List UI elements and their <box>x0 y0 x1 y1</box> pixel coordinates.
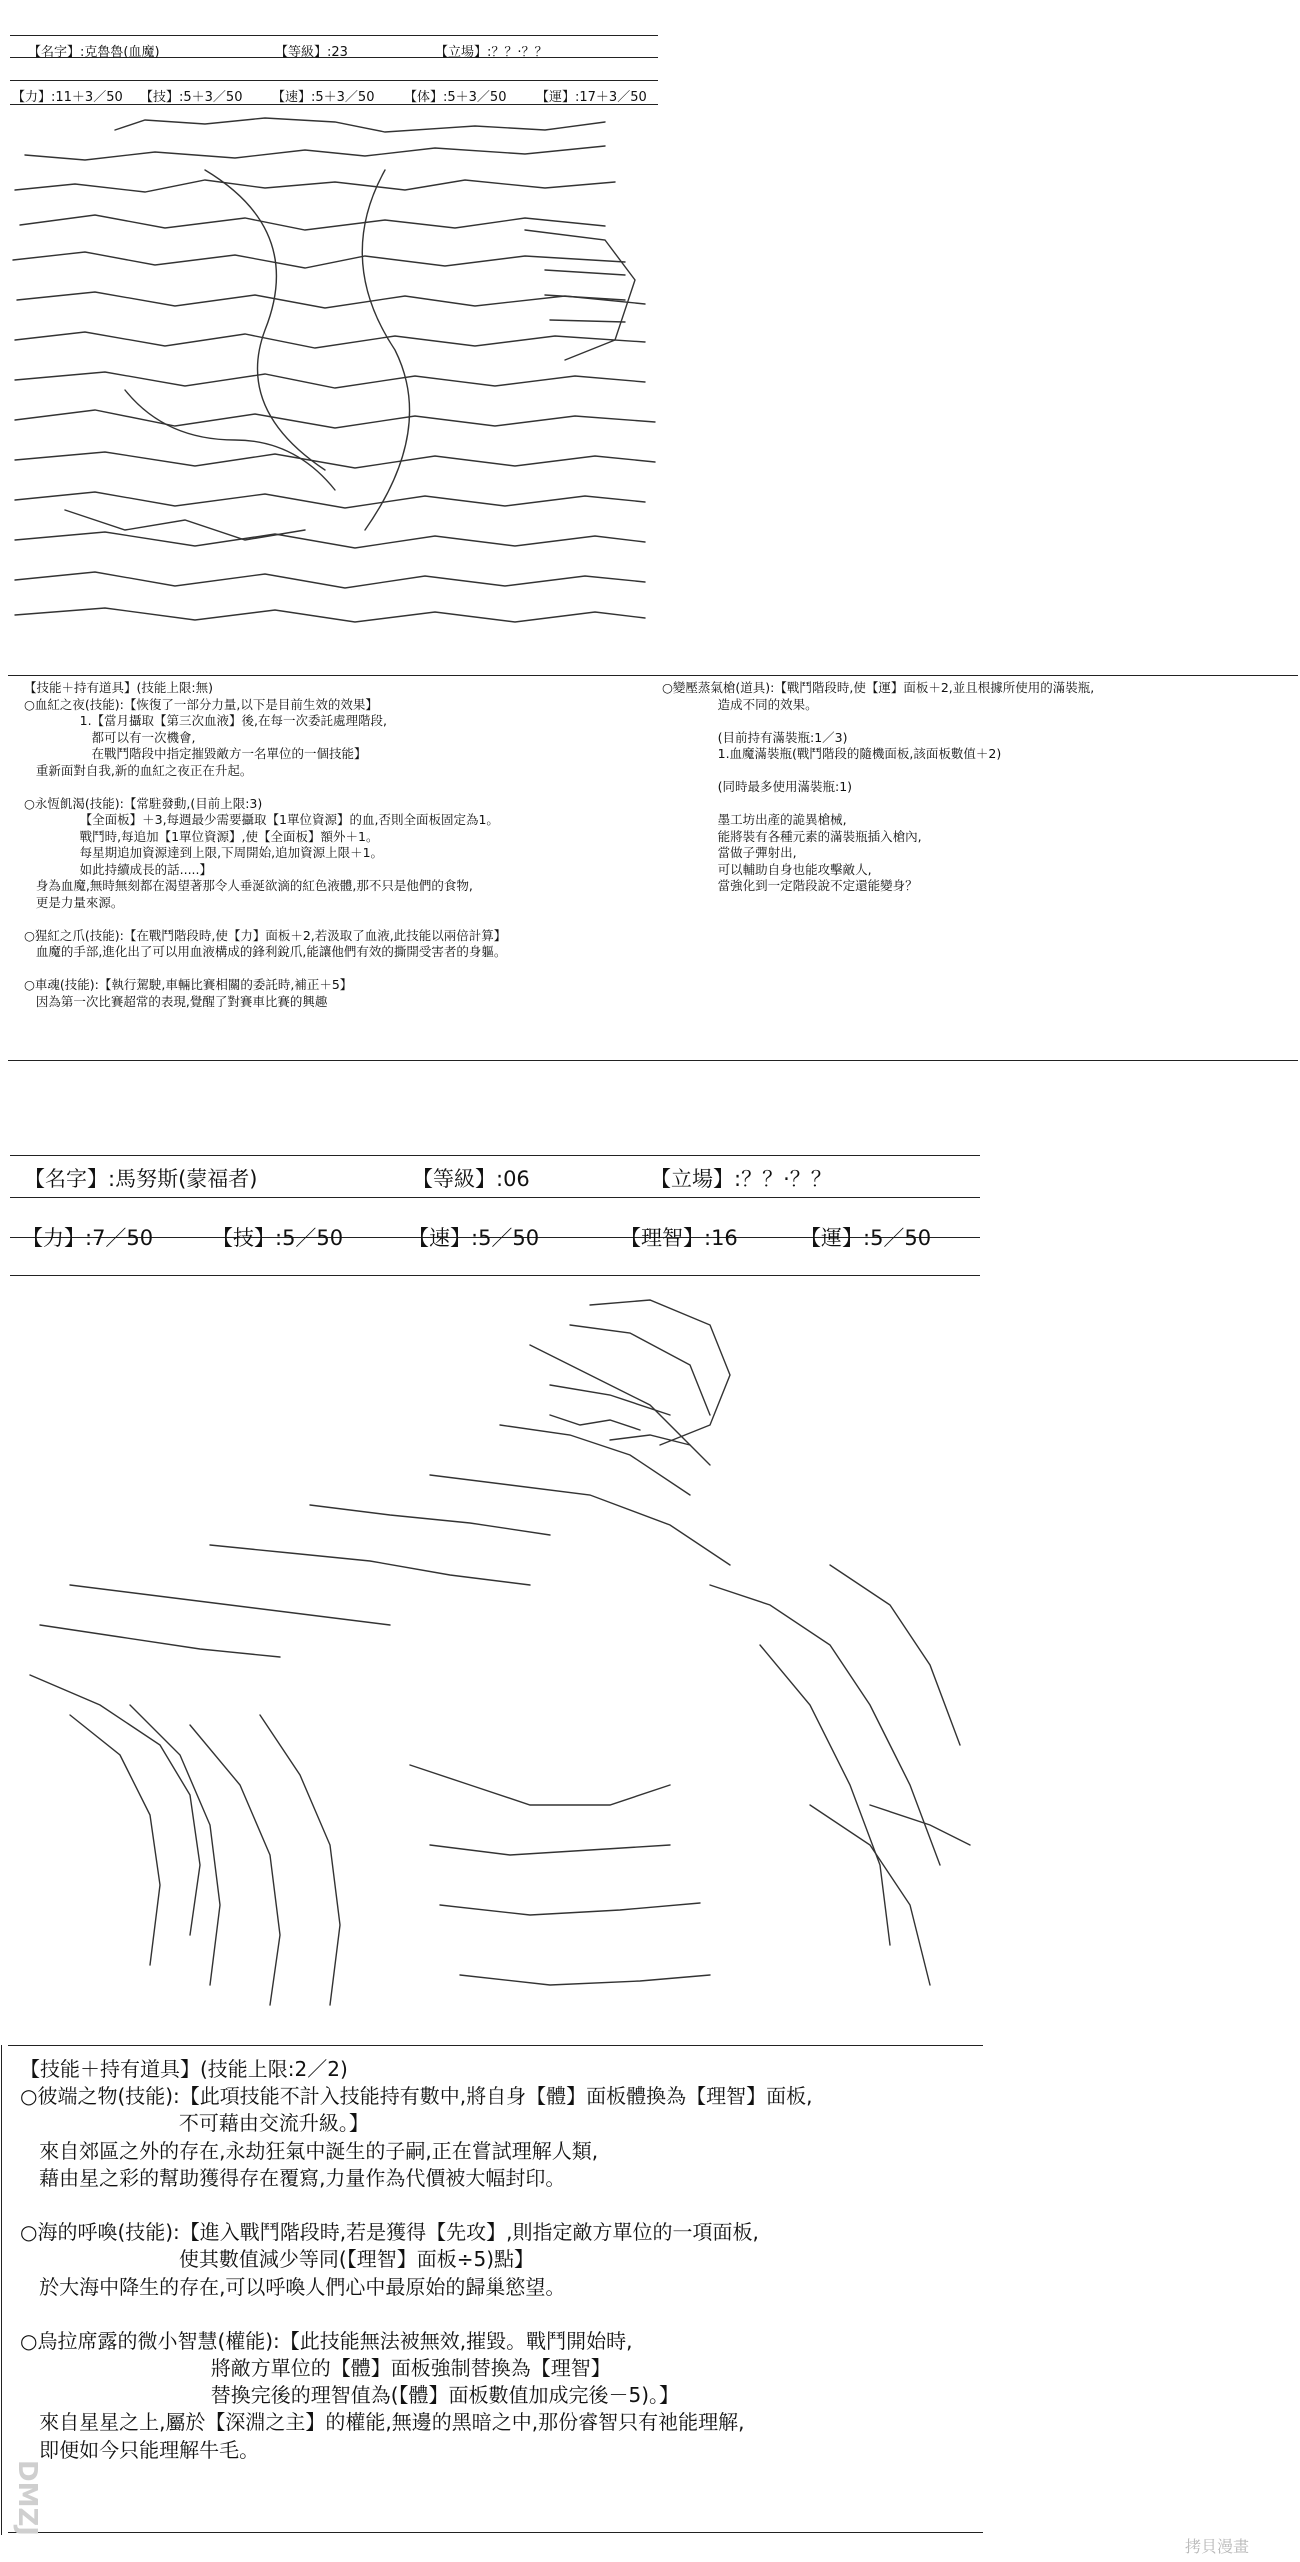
character-level: 【等級】:06 <box>412 1167 530 1191</box>
section-divider <box>8 1060 1298 1061</box>
skills-text-right: ○變壓蒸氣槍(道具):【戰鬥階段時,使【運】面板＋2,並且根據所使用的滿裝瓶, 造成不同的效果。 (目前持有滿裝瓶:1／3) 1.血魔滿裝瓶(戰鬥階段的隨機面板,該面板數值＋2) (同時最多使用滿裝瓶:1) 墨工坊出產的詭異槍械, 能將裝有各種元素的滿裝瓶插入槍內, 當做子彈射出, 可以輔助自身也能攻擊敵人, 當強化到一定階段說不定還能變身？ <box>662 680 1095 893</box>
skills-text: 【技能＋持有道具】(技能上限:2／2) ○彼端之物(技能):【此項技能不計入技能持有數中,將自身【體】面板體換為【理智】面板, 不可藉由交流升級。】 來自郊區之外的存在,永劫狂氣中誕生的子嗣,正在嘗試理解人類, 藉由星之彩的幫助獲得存在覆寫,力量作為代價被大幅封印。 ○海的呼喚(技能):【進入戰鬥階段時,若是獲得【先攻】,則指定敵方單位的一項面板, 使其數值減少等同(【理智】面板÷5)點】 於大海中降生的存在,可以呼喚人們心中最原始的歸巢慾望。 ○烏拉席露的微小智慧(權能):【此技能無法被無效,摧毀。戰鬥開始時, 將敵方單位的【體】面板強制替換為【理智】 替換完後的理智值為(【體】面板數值加成完後－5)。】 來自星星之上,屬於【深淵之主】的權能,無邊的黑暗之中,那份睿智只有祂能理解, 即便如今只能理解牛毛。 <box>20 2057 813 2462</box>
stat-speed: 【速】:5／50 <box>408 1226 540 1250</box>
character-level: 【等級】:23 <box>275 45 348 60</box>
stat-strength: 【力】:11＋3／50 <box>12 90 123 105</box>
stat-luck: 【運】:5／50 <box>800 1226 932 1250</box>
ascii-art-illustration-2 <box>10 1285 980 2045</box>
stat-body: 【体】:5＋3／50 <box>404 90 507 105</box>
stat-luck: 【運】:17＋3／50 <box>536 90 647 105</box>
watermark-right: 拷貝漫畫 <box>1185 2537 1250 2556</box>
character-stance: 【立場】:？？·？？ <box>650 1167 832 1191</box>
section-divider <box>8 2532 983 2533</box>
section-divider <box>8 675 1298 676</box>
section-divider <box>8 2045 983 2046</box>
stat-skill: 【技】:5＋3／50 <box>140 90 243 105</box>
watermark-left: DMZJ <box>12 2460 42 2536</box>
character-name: 【名字】:馬努斯(蒙福者) <box>24 1167 258 1191</box>
stat-sanity: 【理智】:16 <box>620 1226 738 1250</box>
table-border-top <box>10 1155 980 1156</box>
table-border-mid <box>10 80 658 81</box>
stat-skill: 【技】:5／50 <box>212 1226 344 1250</box>
ascii-art-illustration-1 <box>5 110 665 670</box>
table-border-mid <box>10 1197 980 1198</box>
stat-strength: 【力】:7／50 <box>22 1226 154 1250</box>
table-border-top <box>10 35 658 36</box>
character-stance: 【立場】:？？·？？ <box>435 45 548 60</box>
skills-text-left: 【技能＋持有道具】(技能上限:無) ○血紅之夜(技能):【恢復了一部分力量,以下是目前生效的效果】 1.【當月攝取【第三次血液】後,在每一次委託處理階段, 都可以有一次機會, 在戰鬥階段中指定摧毀敵方一名單位的一個技能】 重新面對自我,新的血紅之夜正在升起。 ○永恆飢渴(技能):【常駐發動,(目前上限:3) 【全面板】＋3,每週最少需要攝取【1單位資源】的血,否則全面板固定為1。 戰鬥時,每追加【1單位資源】,使【全面板】額外＋1。 每星期追加資源達到上限,下周開始,追加資源上限＋1。 如此持續成長的話.....】 身為血魔,無時無刻都在渴望著那令人垂涎欲滴的紅色液體,那不只是他們的食物, 更是力量來源。 ○猩紅之爪(技能):【在戰鬥階段時,使【力】面板＋2,若汲取了血液,此技能以兩倍計算】 血魔的手部,進化出了可以用血液構成的鋒利銳爪,能讓他們有效的撕開受害者的身軀。 ○車魂(技能):【執行駕駛,車輛比賽相關的委託時,補正＋5】 因為第一次比賽超常的表現,覺醒了對賽車比賽的興趣 <box>24 680 507 1009</box>
stat-speed: 【速】:5＋3／50 <box>272 90 375 105</box>
table-border-bottom <box>10 1275 980 1276</box>
character-name: 【名字】:克魯魯(血魔) <box>28 45 160 60</box>
